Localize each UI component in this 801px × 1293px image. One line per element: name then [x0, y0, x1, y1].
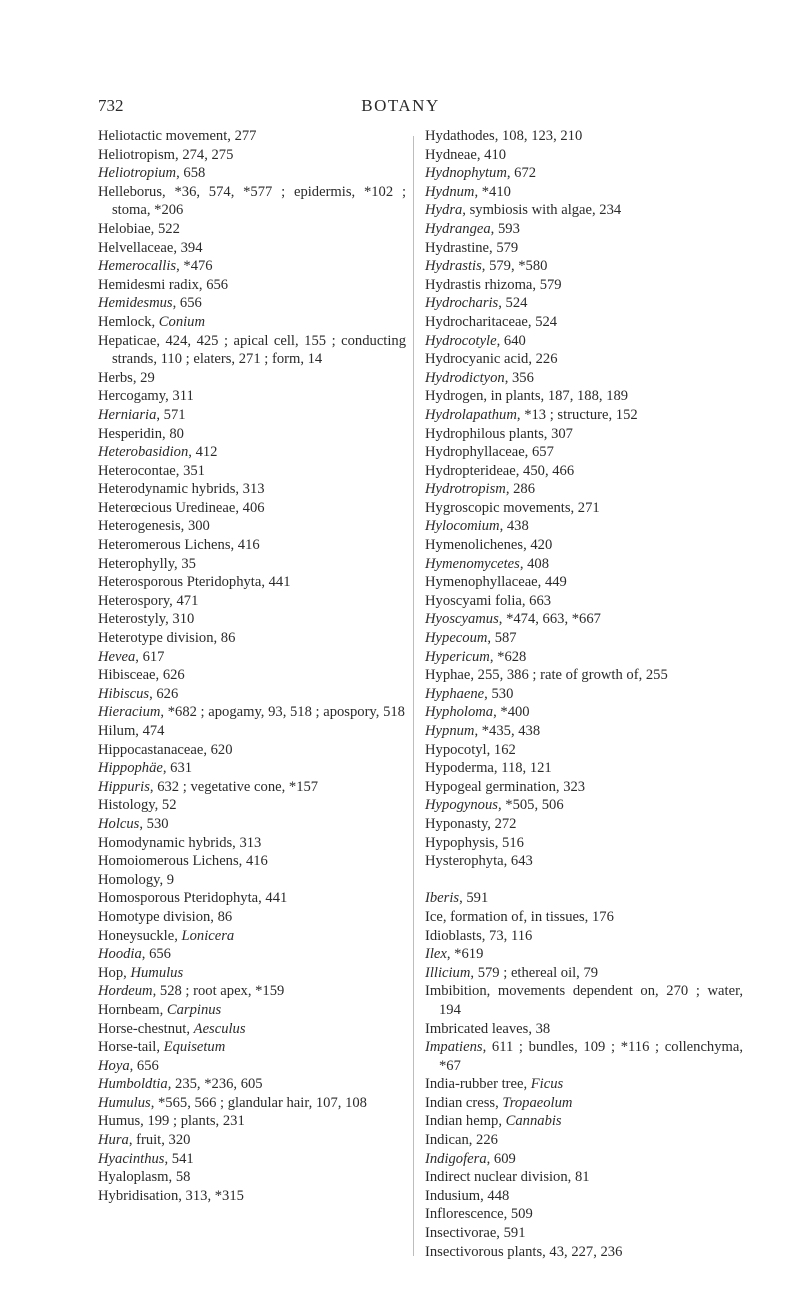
entry-term-italic: Humboldtia: [98, 1076, 168, 1093]
index-entry: [425, 369, 743, 388]
page-header: [0, 96, 801, 120]
index-entry: [425, 945, 743, 964]
entry-text: Insectivorous plants, 43, 227, 236: [425, 1243, 623, 1260]
entry-text: Helvellaceae, 394: [98, 239, 203, 256]
entry-text: Hybridisation, 313, *315: [98, 1187, 244, 1204]
entry-term-italic: Heliotropium: [98, 165, 177, 182]
entry-term-italic: Ficus: [530, 1076, 564, 1093]
entry-term-italic: Indigofera: [425, 1150, 487, 1167]
entry-term-italic: Hippophäe: [98, 760, 163, 777]
entry-term-italic: Hydrangea: [425, 220, 491, 237]
entry-text: Heterœcious Uredineae, 406: [98, 499, 265, 516]
entry-term-italic: Conium: [158, 313, 206, 330]
entry-text: , *628: [489, 648, 527, 665]
index-entry: [425, 648, 743, 667]
entry-text: Hydrophilous plants, 307: [425, 425, 573, 442]
index-entry: [98, 778, 406, 797]
entry-term-italic: Humulus: [98, 1094, 151, 1111]
index-entry: [98, 685, 406, 704]
entry-text: Hydrocharitaceae, 524: [425, 313, 558, 330]
entry-term-italic: Heterobasidion: [98, 444, 189, 461]
entry-text: Horse-tail,: [98, 1039, 164, 1056]
entry-text: Hippocastanaceae, 620: [98, 741, 233, 758]
index-entry: [425, 146, 743, 165]
index-entry: [425, 908, 743, 927]
entry-text: Hyoscyami folia, 663: [425, 592, 552, 609]
entry-text: Hemlock,: [98, 313, 159, 330]
index-entry: [98, 964, 406, 983]
index-entry: [98, 239, 406, 258]
entry-text: Hymenolichenes, 420: [425, 537, 553, 554]
index-entry: [98, 648, 406, 667]
entry-text: Heterotype division, 86: [98, 630, 236, 647]
index-entry: [425, 815, 743, 834]
entry-text: , 438: [499, 518, 529, 535]
entry-text: , 617: [135, 648, 165, 665]
entry-text: Homoiomerous Lichens, 416: [98, 853, 268, 870]
entry-term-italic: Hydnum: [425, 183, 475, 200]
entry-text: Indirect nuclear division, 81: [425, 1169, 590, 1186]
entry-term-italic: Hoya: [98, 1057, 130, 1074]
entry-text: , 530: [484, 685, 514, 702]
index-entry: [425, 239, 743, 258]
index-entry: [425, 964, 743, 983]
index-entry: [425, 759, 743, 778]
entry-term-italic: Iberis: [425, 890, 460, 907]
entry-text: , 530: [139, 815, 169, 832]
entry-term-italic: Hippuris: [98, 778, 150, 795]
index-entry: [98, 276, 406, 295]
entry-text: Hop,: [98, 964, 131, 981]
index-entry: [98, 1168, 406, 1187]
index-entry: [425, 555, 743, 574]
index-entry: [425, 201, 743, 220]
index-entry: [425, 1150, 743, 1169]
index-entry: [425, 1224, 743, 1243]
entry-text: Heterosporous Pteridophyta, 441: [98, 574, 291, 591]
index-entry: [425, 1075, 743, 1094]
index-entry: [425, 294, 743, 313]
entry-text: , *474, 663, *667: [498, 611, 601, 628]
entry-term-italic: Hypericum: [425, 648, 490, 665]
index-entry: [98, 908, 406, 927]
entry-text: Heterophylly, 35: [98, 555, 196, 572]
index-entry: [98, 164, 406, 183]
entry-text: , 286: [505, 481, 535, 498]
index-entry: [425, 629, 743, 648]
entry-text: , 658: [176, 165, 206, 182]
entry-text: Hymenophyllaceae, 449: [425, 574, 567, 591]
entry-text: Hyaloplasm, 58: [98, 1169, 191, 1186]
entry-text: Homotype division, 86: [98, 908, 233, 925]
entry-term-italic: Hypogynous: [425, 797, 498, 814]
index-entry: [425, 462, 743, 481]
index-entry: [98, 1131, 406, 1150]
entry-term-italic: Hymenomycetes: [425, 555, 520, 572]
entry-text: Insectivorae, 591: [425, 1225, 526, 1242]
entry-text: Hydrogen, in plants, 187, 188, 189: [425, 388, 629, 405]
index-entry: [425, 666, 743, 685]
entry-text: , 672: [506, 165, 537, 182]
entry-term-italic: Hemerocallis: [98, 258, 177, 275]
running-title: BOTANY: [361, 96, 440, 115]
page-number: 732: [98, 96, 124, 115]
index-entry: [425, 573, 743, 592]
entry-text: Hibisceae, 626: [98, 667, 185, 684]
index-entry: [425, 387, 743, 406]
index-entry: [425, 982, 743, 1019]
entry-term-italic: Hieracium: [98, 704, 161, 721]
entry-text: , 412: [188, 444, 218, 461]
entry-term-italic: Illicium: [425, 964, 471, 981]
entry-text: Hypophysis, 516: [425, 834, 524, 851]
index-entry: [98, 387, 406, 406]
entry-term-italic: Hyacinthus: [98, 1150, 165, 1167]
entry-text: Hyphae, 255, 386 ; rate of growth of, 255: [425, 667, 668, 684]
entry-text: Helobiae, 522: [98, 220, 180, 237]
entry-term-italic: Hydrotropism: [425, 481, 506, 498]
entry-text: Heliotactic movement, 277: [98, 128, 257, 144]
entry-text: India-rubber tree,: [425, 1076, 531, 1093]
entry-text: Ice, formation of, in tissues, 176: [425, 908, 614, 925]
index-entry: [425, 220, 743, 239]
index-entry: [425, 127, 743, 146]
index-entry: [98, 480, 406, 499]
entry-term-italic: Hylocomium: [425, 518, 500, 535]
entry-term-italic: Equisetum: [163, 1039, 226, 1056]
entry-term-italic: Hydrodictyon: [425, 369, 505, 386]
entry-text: , 356: [504, 369, 534, 386]
entry-text: Idioblasts, 73, 116: [425, 927, 533, 944]
index-entry: [98, 536, 406, 555]
index-entry: [98, 592, 406, 611]
index-entry: [98, 666, 406, 685]
index-entry: [98, 815, 406, 834]
entry-text: , *410: [474, 183, 511, 200]
entry-text: , 541: [164, 1150, 194, 1167]
index-entry: [98, 1038, 406, 1057]
entry-term-italic: Hydra: [425, 202, 463, 219]
index-entry: [425, 796, 743, 815]
entry-text: Indian hemp,: [425, 1113, 506, 1130]
entry-term-italic: Lonicera: [181, 927, 235, 944]
index-entry: [98, 425, 406, 444]
entry-text: , 626: [149, 685, 179, 702]
entry-text: Hydropterideae, 450, 466: [425, 462, 575, 479]
entry-text: Hypoderma, 118, 121: [425, 760, 552, 777]
entry-term-italic: Hydrastis: [425, 258, 482, 275]
entry-term-italic: Aesculus: [193, 1020, 246, 1037]
index-entry: [98, 1001, 406, 1020]
entry-text: Hesperidin, 80: [98, 425, 184, 442]
entry-text: Hyponasty, 272: [425, 815, 517, 832]
entry-text: Heterogenesis, 300: [98, 518, 210, 535]
entry-text: , 408: [519, 555, 549, 572]
entry-term-italic: Hydrocotyle: [425, 332, 497, 349]
entry-text: Indusium, 448: [425, 1187, 510, 1204]
entry-text: , 587: [487, 630, 517, 647]
entry-text: Hypogeal germination, 323: [425, 778, 586, 795]
index-entry: [425, 1038, 743, 1075]
entry-text: Hydrophyllaceae, 657: [425, 444, 554, 461]
index-entry: [425, 1168, 743, 1187]
entry-term-italic: Herniaria: [98, 406, 157, 423]
entry-term-italic: Hydrocharis: [425, 295, 499, 312]
entry-text: , 631: [162, 760, 193, 777]
entry-text: Imbibition, movements dependent on, 270 ; water, 194: [425, 983, 743, 1018]
entry-text: , 632 ; vegetative cone, *157: [149, 778, 319, 795]
index-entry: [98, 629, 406, 648]
index-entry: [98, 369, 406, 388]
entry-text: Honeysuckle,: [98, 927, 182, 944]
entry-text: Hornbeam,: [98, 1001, 167, 1018]
index-entry: [425, 1243, 743, 1262]
index-entry: [98, 1187, 406, 1206]
entry-term-italic: Hoodia: [98, 946, 142, 963]
index-entry: [425, 480, 743, 499]
column-divider: [413, 136, 414, 1256]
index-entry: [425, 852, 743, 871]
entry-text: Herbs, 29: [98, 369, 155, 386]
index-entry: [425, 1131, 743, 1150]
entry-text: Helleborus, *36, 574, *577 ; epidermis, *102 ; stoma, *206: [98, 183, 406, 219]
entry-text: Imbricated leaves, 38: [425, 1020, 551, 1037]
entry-text: Hercogamy, 311: [98, 388, 194, 405]
index-entry: [425, 276, 743, 295]
entry-text: Homodynamic hybrids, 313: [98, 834, 262, 851]
entry-text: , 640: [496, 332, 526, 349]
entry-text: Heterodynamic hybrids, 313: [98, 481, 265, 498]
entry-term-italic: Humulus: [130, 964, 184, 981]
entry-text: Hydrocyanic acid, 226: [425, 351, 558, 368]
index-entry: [425, 927, 743, 946]
index-entry: [425, 350, 743, 369]
entry-text: , 656: [129, 1057, 159, 1074]
index-entry: [98, 1094, 406, 1113]
entry-term-italic: Ilex: [425, 946, 447, 963]
entry-text: , 656: [172, 295, 202, 312]
entry-text: , 571: [156, 406, 186, 423]
entry-text: Hydathodes, 108, 123, 210: [425, 128, 583, 144]
index-entry: [425, 517, 743, 536]
index-entry: [425, 610, 743, 629]
entry-text: Horse-chestnut,: [98, 1020, 194, 1037]
index-entry: [98, 945, 406, 964]
entry-text: Indican, 226: [425, 1132, 498, 1149]
entry-text: Hygroscopic movements, 271: [425, 499, 600, 516]
index-entry: [98, 1057, 406, 1076]
index-entry: [425, 685, 743, 704]
entry-text: Histology, 52: [98, 797, 177, 814]
index-entry: [98, 871, 406, 890]
index-entry: [425, 406, 743, 425]
index-entry: [98, 1075, 406, 1094]
entry-term-italic: Impatiens: [425, 1039, 483, 1056]
index-entry: [98, 499, 406, 518]
index-entry: [425, 443, 743, 462]
entry-text: , 579 ; ethereal oil, 79: [470, 964, 599, 981]
index-entry: [425, 703, 743, 722]
index-entry: [425, 183, 743, 202]
entry-text: Hydrastis rhizoma, 579: [425, 276, 562, 293]
entry-text: , *476: [176, 258, 213, 275]
index-entry: [425, 1112, 743, 1131]
entry-term-italic: Hypnum: [425, 723, 475, 739]
index-entry: [425, 425, 743, 444]
entry-term-italic: Tropaeolum: [502, 1094, 573, 1111]
index-entry: [98, 406, 406, 425]
entry-text: , *619: [446, 946, 484, 963]
index-entry: [98, 852, 406, 871]
entry-text: Hemidesmi radix, 656: [98, 276, 229, 293]
entry-term-italic: Hydrolapathum: [425, 406, 517, 423]
index-entry: [98, 1112, 406, 1131]
index-column-left: [98, 127, 406, 1205]
entry-term-italic: Hordeum: [98, 983, 153, 1000]
index-entry: [425, 778, 743, 797]
index-entry: [98, 610, 406, 629]
index-entry: [425, 741, 743, 760]
entry-text: , *13 ; structure, 152: [516, 406, 638, 423]
index-entry: [98, 517, 406, 536]
index-entry: [425, 889, 743, 908]
index-entry: [425, 722, 743, 741]
entry-text: , *682 ; apogamy, 93, 518 ; apospory, 518: [160, 704, 405, 721]
index-entry: [98, 889, 406, 908]
index-entry: [98, 257, 406, 276]
entry-term-italic: Hyoscyamus: [425, 611, 499, 628]
entry-text: , *505, 506: [497, 797, 564, 814]
entry-text: , 611 ; bundles, 109 ; *116 ; collenchyma, *67: [439, 1039, 743, 1074]
entry-term-italic: Carpinus: [166, 1001, 222, 1018]
entry-term-italic: Hibiscus: [98, 685, 150, 702]
entry-text: , 591: [459, 890, 489, 907]
index-entry: [98, 1150, 406, 1169]
index-entry: [98, 759, 406, 778]
entry-text: , symbiosis with algae, 234: [462, 202, 622, 219]
entry-text: Heterospory, 471: [98, 592, 199, 609]
entry-text: Hypocotyl, 162: [425, 741, 516, 758]
entry-term-italic: Hydnophytum: [425, 165, 507, 182]
entry-text: , *565, 566 ; glandular hair, 107, 108: [150, 1094, 367, 1111]
entry-text: Inflorescence, 509: [425, 1206, 533, 1223]
entry-text: Humus, 199 ; plants, 231: [98, 1113, 245, 1130]
index-entry: [425, 834, 743, 853]
index-entry: [425, 313, 743, 332]
entry-text: Hilum, 474: [98, 723, 165, 739]
index-entry: [98, 183, 406, 220]
index-entry: [98, 703, 406, 722]
entry-text: , fruit, 320: [128, 1132, 191, 1149]
index-entry: [98, 443, 406, 462]
index-entry: [98, 313, 406, 332]
entry-text: , 609: [486, 1150, 516, 1167]
entry-text: Hysterophyta, 643: [425, 853, 533, 870]
index-entry: [425, 1094, 743, 1113]
index-entry: [98, 332, 406, 369]
index-entry: [98, 1020, 406, 1039]
index-entry: [98, 462, 406, 481]
index-entry: [425, 1205, 743, 1224]
entry-text: , 593: [490, 220, 520, 237]
index-entry: [425, 257, 743, 276]
entry-text: Heterocontae, 351: [98, 462, 205, 479]
entry-text: Hydneae, 410: [425, 146, 507, 163]
index-entry: [98, 834, 406, 853]
entry-text: Heteromerous Lichens, 416: [98, 537, 260, 554]
entry-text: Indian cress,: [425, 1094, 503, 1111]
entry-term-italic: Hypecoum: [425, 630, 488, 647]
entry-term-italic: Hyphaene: [425, 685, 485, 702]
index-entry: [425, 1187, 743, 1206]
entry-text: , *400: [493, 704, 530, 721]
entry-term-italic: Hypholoma: [425, 704, 494, 721]
entry-text: Hydrastine, 579: [425, 239, 519, 256]
entry-text: , 524: [498, 295, 528, 312]
index-entry: [98, 796, 406, 815]
index-entry: [98, 555, 406, 574]
index-entry: [98, 741, 406, 760]
index-entry: [425, 499, 743, 518]
entry-term-italic: Holcus: [98, 815, 140, 832]
index-entry: [98, 927, 406, 946]
entry-text: , *435, 438: [474, 723, 541, 739]
index-entry: [425, 592, 743, 611]
index-entry: [98, 573, 406, 592]
entry-text: , 656: [141, 946, 171, 963]
entry-term-italic: Cannabis: [505, 1113, 562, 1130]
entry-text: Heterostyly, 310: [98, 611, 195, 628]
index-entry: [425, 1020, 743, 1039]
entry-text: Hepaticae, 424, 425 ; apical cell, 155 ; conducting strands, 110 ; elaters, 271 ; form, 14: [98, 332, 406, 368]
entry-text: , 579, *580: [481, 258, 548, 275]
index-entry: [98, 146, 406, 165]
entry-term-italic: Hura: [98, 1132, 129, 1149]
index-column-right: [425, 127, 743, 1261]
entry-term-italic: Hemidesmus: [98, 295, 173, 312]
entry-text: Heliotropism, 274, 275: [98, 146, 234, 163]
entry-term-italic: Hevea: [98, 648, 136, 665]
index-entry: [98, 127, 406, 146]
index-entry: [425, 332, 743, 351]
index-entry: [98, 294, 406, 313]
index-entry: [98, 722, 406, 741]
index-entry: [98, 220, 406, 239]
entry-text: , 235, *236, 605: [167, 1076, 263, 1093]
entry-text: , 528 ; root apex, *159: [152, 983, 285, 1000]
index-entry: [425, 536, 743, 555]
entry-text: Homosporous Pteridophyta, 441: [98, 890, 288, 907]
index-entry: [98, 982, 406, 1001]
index-entry: [425, 164, 743, 183]
entry-text: Homology, 9: [98, 871, 175, 888]
